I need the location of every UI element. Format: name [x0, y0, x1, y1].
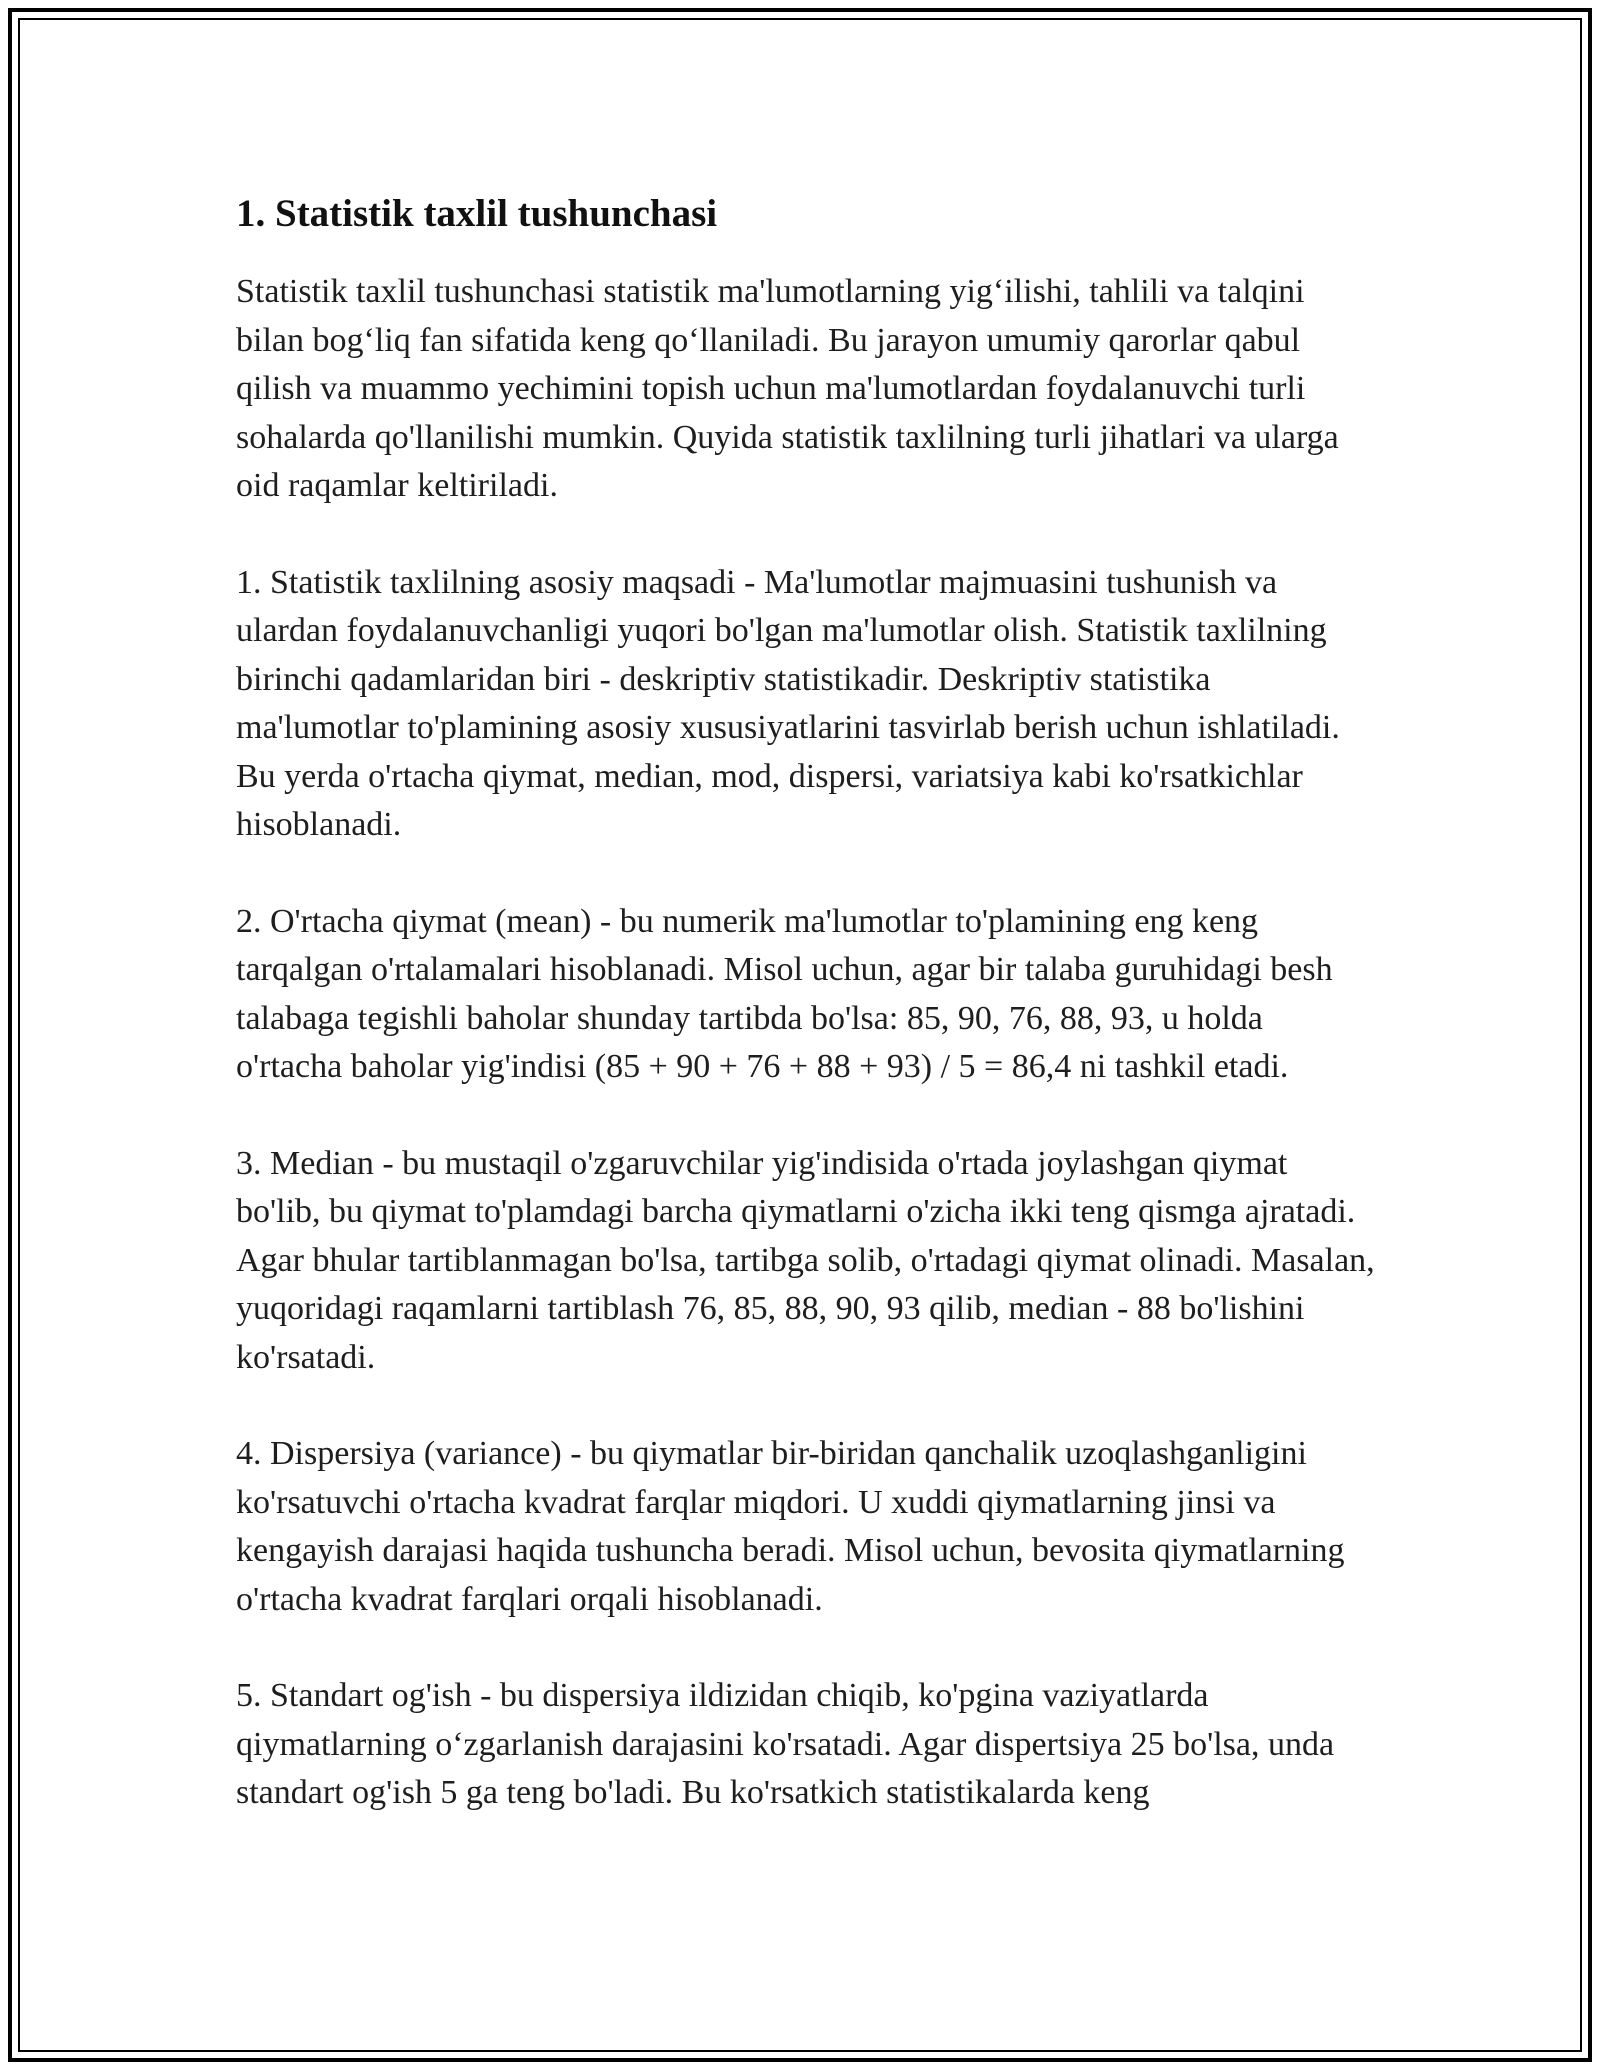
- paragraph-main-goal: 1. Statistik taxlilning asosiy maqsadi - Ma'lumotlar majmuasini tushunish va ulardan foydalanuvchanligi yuqori bo'lgan ma'lumotlar olish. Statistik taxlilning birinchi qadamlaridan biri - deskriptiv statistikadir. Deskriptiv statistika ma'lumotlar to'plamining asosiy xususiyatlarini tasvirlab berish uchun ishlatiladi. Bu yerda o'rtacha qiymat, median, mod, dispersi, variatsiya kabi ko'rsatkichlar hisoblanadi.: [236, 563, 1340, 843]
- document-body: [236, 186, 1376, 1818]
- document-title: 1. Statistik taxlil tushunchasi: [236, 192, 718, 235]
- paragraph-mean: 2. O'rtacha qiymat (mean) - bu numerik ma'lumotlar to'plamining eng keng tarqalgan o'rtalamalari hisoblanadi. Misol uchun, agar bir talaba guruhidagi besh talabaga tegishli baholar shunday tartibda bo'lsa: 85, 90, 76, 88, 93, u holda o'rtacha baholar yig'indisi (85 + 90 + 76 + 88 + 93) / 5 = 86,4 ni tashkil etadi.: [236, 902, 1333, 1085]
- paragraph-median: 3. Median - bu mustaqil o'zgaruvchilar yig'indisida o'rtada joylashgan qiymat bo'lib, bu qiymat to'plamdagi barcha qiymatlarni o'zicha ikki teng qismga ajratadi. Agar bhular tartiblanmagan bo'lsa, tartibga solib, o'rtadagi qiymat olinadi. Masalan, yuqoridagi raqamlarni tartiblash 76, 85, 88, 90, 93 qilib, median - 88 bo'lishini ko'rsatadi.: [236, 1144, 1375, 1376]
- paragraph-standard-deviation: 5. Standart og'ish - bu dispersiya ildizidan chiqib, ko'pgina vaziyatlarda qiymatlarning o‘zgarlanish darajasini ko'rsatadi. Agar dispertsiya 25 bo'lsa, unda standart og'ish 5 ga teng bo'ladi. Bu ko'rsatkich statistikalarda keng: [236, 1677, 1335, 1811]
- paragraph-variance: 4. Dispersiya (variance) - bu qiymatlar bir-biridan qanchalik uzoqlashganligini ko'rsatuvchi o'rtacha kvadrat farqlar miqdori. U xuddi qiymatlarning jinsi va kengayish darajasi haqida tushuncha beradi. Misol uchun, bevosita qiymatlarning o'rtacha kvadrat farqlari orqali hisoblanadi.: [236, 1435, 1345, 1618]
- intro-paragraph: Statistik taxlil tushunchasi statistik ma'lumotlarning yig‘ilishi, tahlili va talqini bilan bog‘liq fan sifatida keng qo‘llaniladi. Bu jarayon umumiy qarorlar qabul qilish va muammo yechimini topish uchun ma'lumotlardan foydalanuvchi turli sohalarda qo'llanilishi mumkin. Quyida statistik taxlilning turli jihatlari va ularga oid raqamlar keltiriladi.: [236, 273, 1339, 504]
